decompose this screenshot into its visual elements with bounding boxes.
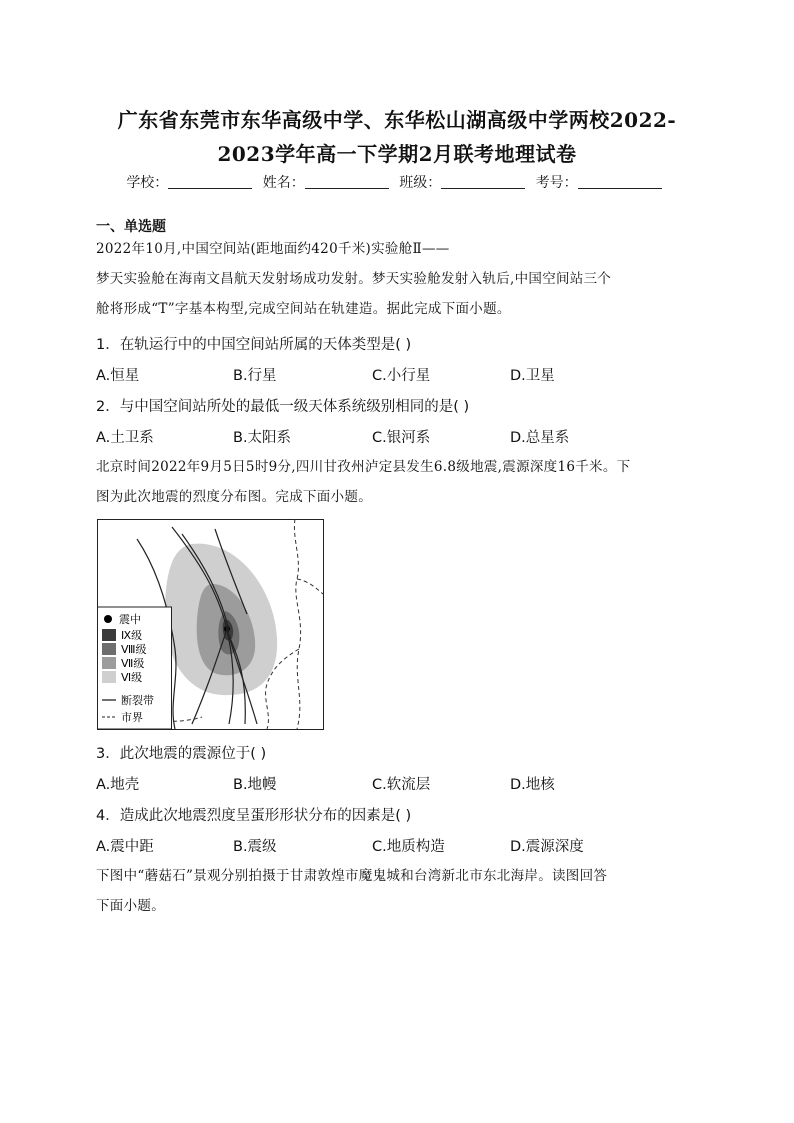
class-blank [441,174,525,189]
passage-3 [96,861,696,921]
q3-option-d: D.地核 [510,777,555,793]
question-1: 1．在轨运行中的中国空间站所属的天体类型是( ) [96,337,412,353]
q2-option-d: D.总星系 [510,430,570,446]
passage-2-line2: 图为此次地震的烈度分布图。完成下面小题。 [96,489,372,505]
passage-1-line2: 梦天实验舱在海南文昌航天发射场成功发射。梦天实验舱发射入轨后,中国空间站三个 [96,271,612,287]
passage-3-line1: 下图中“蘑菇石”景观分别拍摄于甘肃敦煌市魔鬼城和台湾新北市东北海岸。读图回答 [96,868,608,884]
map-legend [98,607,172,729]
student-info-row [0,172,794,192]
q3-option-b: B.地幔 [233,777,277,793]
q1-option-b: B.行星 [233,368,277,384]
legend-epicenter-icon [104,615,112,623]
question-4: 4．造成此次地震烈度呈蛋形形状分布的因素是( ) [96,808,412,824]
q4-option-c: C.地质构造 [372,839,445,855]
legend-epicenter-label: 震中 [119,613,141,626]
earthquake-intensity-map [97,519,324,730]
question-3: 3．此次地震的震源位于( ) [96,746,267,762]
q4-option-a: A.震中距 [96,839,154,855]
class-label: 班级： [399,175,442,191]
q3-option-c: C.软流层 [372,777,431,793]
passage-2 [96,452,696,512]
q2-option-b: B.太阳系 [233,430,292,446]
legend-vi-label: Ⅵ级 [121,671,143,684]
school-label: 学校： [126,175,169,191]
legend-fault-label: 断裂带 [121,694,154,707]
section-title: 一、单选题 [96,219,166,235]
q4-option-d: D.震源深度 [510,839,584,855]
question-2: 2．与中国空间站所处的最低一级天体系统级别相同的是( ) [96,399,470,415]
q1-option-a: A.恒星 [96,368,140,384]
passage-3-line2: 下面小题。 [96,898,165,914]
q1-option-d: D.卫星 [510,368,555,384]
passage-1-line1: 2022年10月,中国空间站(距地面约420千米)实验舱Ⅱ—— [96,241,450,257]
passage-1-line3: 舱将形成“T”字基本构型,完成空间站在轨建造。据此完成下面小题。 [96,301,511,317]
legend-ix-label: Ⅸ级 [121,629,143,642]
legend-viii-label: Ⅷ级 [121,643,147,656]
legend-vii-label: Ⅶ级 [121,657,145,670]
page-title-line2: 2023学年高一下学期2月联考地理试卷 [217,142,577,166]
q2-option-c: C.银河系 [372,430,431,446]
name-label: 姓名： [262,175,305,191]
passage-1 [96,234,696,324]
q4-option-b: B.震级 [233,839,277,855]
school-blank [168,174,252,189]
q3-option-a: A.地壳 [96,777,140,793]
exam-no-blank [578,174,662,189]
name-blank [305,174,389,189]
q1-option-c: C.小行星 [372,368,431,384]
exam-no-label: 考号： [535,175,578,191]
page-title-line1: 广东省东莞市东华高级中学、东华松山湖高级中学两校2022- [117,108,677,132]
passage-2-line1: 北京时间2022年9月5日5时9分,四川甘孜州泸定县发生6.8级地震,震源深度16千米。下 [96,459,631,475]
q2-option-a: A.土卫系 [96,430,154,446]
legend-city-label: 市界 [121,711,143,724]
